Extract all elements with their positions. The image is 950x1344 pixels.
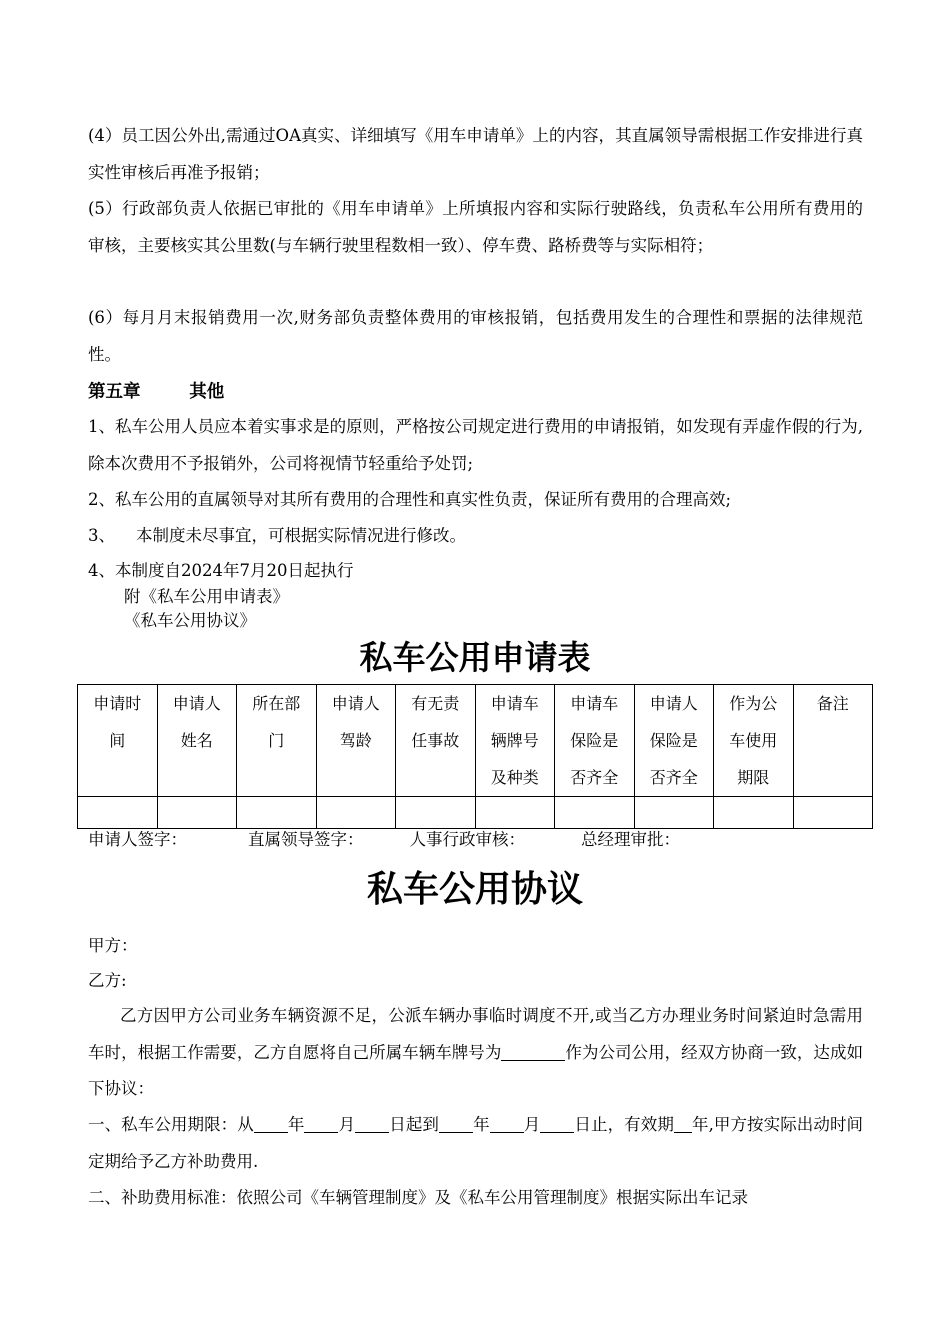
start-year-blank[interactable]: [254, 1114, 288, 1133]
policy-item-4: (4）员工因公外出,需通过OA真实、详细填写《用车申请单》上的内容，其直属领导需根据工作安排进行真实性审核后再准予报销；: [88, 126, 863, 182]
end-month-blank[interactable]: [490, 1114, 524, 1133]
chapter-heading: 第五章 其他: [88, 382, 225, 402]
table-cell[interactable]: [475, 797, 555, 829]
table-cell[interactable]: [316, 797, 396, 829]
signature-hr: 人事行政审核：: [409, 830, 525, 849]
table-header-cell: 申请车 辆牌号 及种类: [475, 685, 555, 797]
attachment-2: 《私车公用协议》: [124, 611, 256, 630]
table-header-cell: 备注: [793, 685, 873, 797]
table-header-cell: 申请人 姓名: [157, 685, 237, 797]
validity-years-blank[interactable]: [674, 1114, 692, 1133]
plate-number-blank[interactable]: [501, 1042, 565, 1061]
end-day-blank[interactable]: [540, 1114, 574, 1133]
signature-gm: 总经理审批：: [581, 830, 680, 849]
table-cell[interactable]: [396, 797, 476, 829]
table-header-row: [78, 685, 873, 797]
start-day-blank[interactable]: [355, 1114, 389, 1133]
table-cell[interactable]: [793, 797, 873, 829]
table-cell[interactable]: [157, 797, 237, 829]
table-header-cell: 申请人 驾龄: [316, 685, 396, 797]
table-cell[interactable]: [237, 797, 317, 829]
table-header-cell: 申请车 保险是 否齐全: [555, 685, 635, 797]
party-a: 甲方：: [88, 936, 138, 955]
agreement-title: 私车公用协议: [366, 869, 583, 910]
table-header-cell: 申请人 保险是 否齐全: [634, 685, 714, 797]
policy-item-5: (5）行政部负责人依据已审批的《用车申请单》上所填报内容和实际行驶路线，负责私车公用所有费用的审核，主要核实其公里数(与车辆行驶里程数相一致）、停车费、路桥费等与实际相符；: [88, 199, 863, 255]
chapter-item-4: 4、本制度自2024年7月20日起执行: [88, 561, 354, 580]
chapter-item-1: 1、私车公用人员应本着实事求是的原则，严格按公司规定进行费用的申请报销，如发现有弄虚作假的行为,除本次费用不予报销外，公司将视情节轻重给予处罚;: [88, 417, 863, 473]
chapter-item-3: 3、 本制度未尽事宜，可根据实际情况进行修改。: [88, 526, 466, 545]
agreement-intro: 乙方因甲方公司业务车辆资源不足，公派车辆办事临时调度不开,或当乙方办理业务时间紧迫时急需用车时，根据工作需要，乙方自愿将自己所属车辆车牌号为 作为公司公用，经双方协商一致，达成如下协议：: [88, 1006, 864, 1098]
party-b: 乙方:: [88, 971, 127, 990]
chapter-item-2: 2、私车公用的直属领导对其所有费用的合理性和真实性负责，保证所有费用的合理高效;: [88, 490, 732, 509]
table-cell[interactable]: [714, 797, 794, 829]
form-title: 私车公用申请表: [359, 638, 591, 677]
end-year-blank[interactable]: [439, 1114, 473, 1133]
policy-item-6: (6）每月月末报销费用一次,财务部负责整体费用的审核报销，包括费用发生的合理性和票据的法律规范性。: [88, 308, 863, 364]
signature-row: [88, 830, 724, 850]
start-month-blank[interactable]: [304, 1114, 338, 1133]
table-cell[interactable]: [555, 797, 635, 829]
table-header-cell: 有无责 任事故: [396, 685, 476, 797]
table-row: [78, 797, 873, 829]
table-cell[interactable]: [78, 797, 158, 829]
agreement-subsidy: 二、补助费用标准：依照公司《车辆管理制度》及《私车公用管理制度》根据实际出车记录: [88, 1188, 748, 1207]
table-header-cell: 作为公 车使用 期限: [714, 685, 794, 797]
attachment-1: 附《私车公用申请表》: [124, 587, 289, 606]
table-cell[interactable]: [634, 797, 714, 829]
signature-supervisor: 直属领导签字：: [248, 830, 364, 849]
signature-applicant: 申请人签字：: [88, 830, 187, 849]
agreement-term: 一、私车公用期限：从 年 月 日起到 年 月 日止，有效期 年,甲方按实际出动时间定期给予乙方补助费用.: [88, 1115, 864, 1171]
table-header-cell: 所在部 门: [237, 685, 317, 797]
application-form-table: [77, 684, 873, 829]
table-header-cell: 申请时 间: [78, 685, 158, 797]
